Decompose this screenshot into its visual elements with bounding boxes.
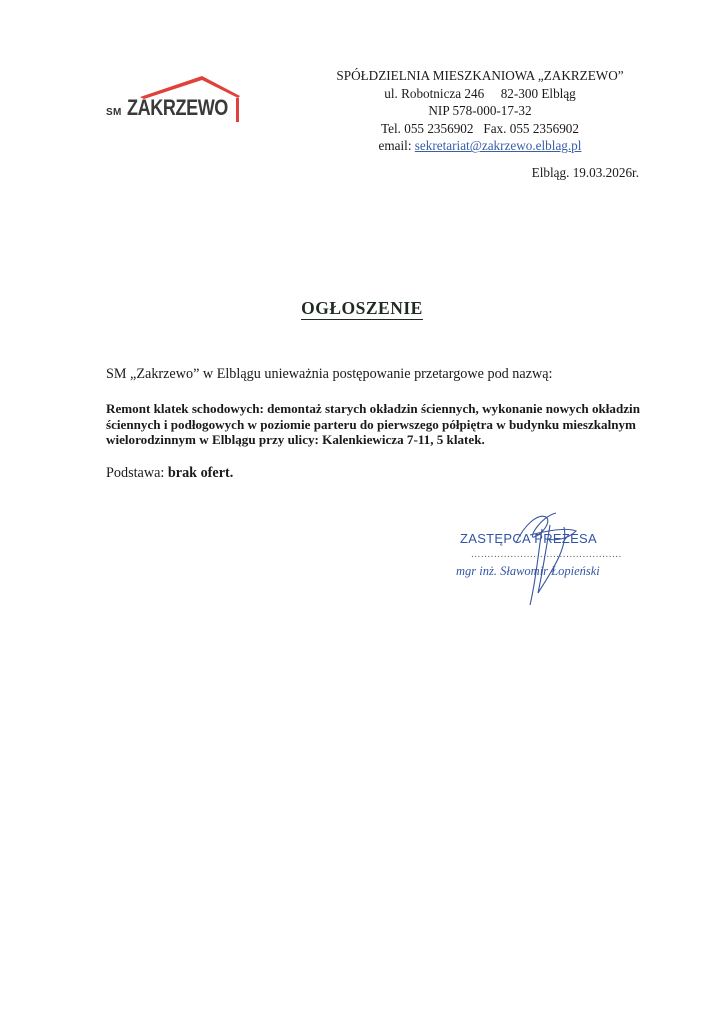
subject-paragraph	[106, 401, 686, 448]
basis-value: brak ofert.	[167, 465, 234, 481]
subject-line: ściennych i podłogowych w poziomie parteru do pierwszego półpiętra w budynku mieszkalnym	[106, 416, 636, 432]
signature-stamp	[446, 505, 646, 615]
org-name: SPÓŁDZIELNIA MIESZKANIOWA „ZAKRZEWO”	[336, 68, 624, 83]
logo-prefix: SM	[106, 107, 122, 118]
document-title	[0, 298, 724, 319]
basis-label: Podstawa:	[106, 465, 168, 481]
org-email-line	[300, 137, 660, 155]
email-label: email:	[378, 138, 415, 154]
basis-paragraph	[106, 465, 233, 482]
logo-name: ZAKRZEWO	[127, 95, 228, 120]
handwritten-signature-icon	[446, 505, 646, 615]
org-nip: NIP 578-000-17-32	[428, 103, 532, 119]
stamp-role: ZASTĘPCA PREZESA	[460, 531, 598, 546]
org-phone-fax: Tel. 055 2356902 Fax. 055 2356902	[381, 120, 579, 136]
stamp-dotted-line: ..............................................	[471, 549, 622, 560]
email-link[interactable]: sekretariat@zakrzewo.elblag.pl	[414, 138, 582, 154]
letterhead	[300, 67, 660, 155]
org-address: ul. Robotnicza 246 82-300 Elbląg	[384, 85, 576, 101]
title-text: OGŁOSZENIE	[301, 298, 423, 318]
stamp-name: mgr inż. Sławomir Łopieński	[456, 564, 600, 578]
intro-paragraph: SM „Zakrzewo” w Elblągu unieważnia postępowanie przetargowe pod nazwą:	[106, 366, 553, 382]
subject-line: Remont klatek schodowych: demontaż starych okładzin ściennych, wykonanie nowych okładzin	[106, 401, 640, 416]
company-logo	[100, 70, 250, 126]
subject-line: wielorodzinnym w Elblągu przy ulicy: Kalenkiewicza 7-11, 5 klatek.	[106, 432, 485, 447]
document-date: Elbląg. 19.03.2026r.	[531, 165, 639, 180]
